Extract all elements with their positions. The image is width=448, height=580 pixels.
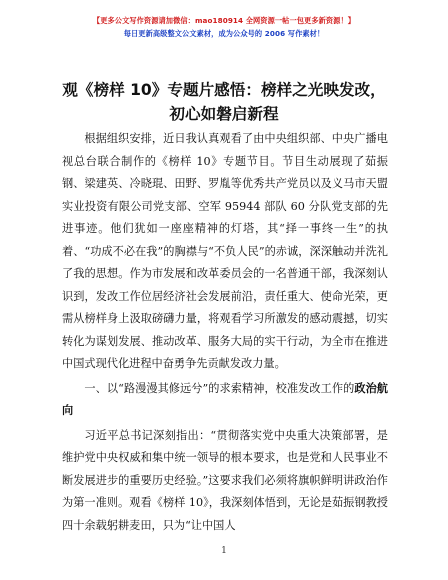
intro-paragraph: 根据组织安排，近日我认真观看了由中央组织部、中央广播电视总台联合制作的《榜样 10》专题节目。节目生动展现了茹振钢、梁建英、冷晓琨、田野、罗胤等优秀共产党员以及义马市天盟实业投资有限公司党支部、空军 95944 部队 60 分队党支部的先进事迹。他们犹如一座座精神的灯塔，其“择一事终一生”的执着、“功成不必在我”的胸襟与“不负人民”的赤诚，深深触动并洗礼了我的思想。作为市发展和改革委员会的一名普通干部，我深刻认识到，发改工作位居经济社会发展前沿，责任重大、使命光荣，更需从榜样身上汲取磅礴力量，将观看学习所激发的感动震撼，切实转化为谋划发展、推动改革、服务大局的实干行动，为全市在推进中国式现代化进程中奋勇争先贡献发改力量。: [62, 132, 388, 370]
promo-banner: [0, 14, 448, 40]
title-line-2: 初心如磐启新程: [169, 105, 279, 123]
title-line-1: 观《榜样 10》专题片感悟：榜样之光映发改，: [62, 81, 386, 99]
section-heading-1-bold: 政治航向: [62, 381, 388, 417]
section-heading-1: [62, 378, 388, 423]
document-title: [40, 78, 408, 126]
page-number: 1: [221, 546, 227, 556]
promo-banner-line-2: 每日更新高级整文公文素材，成为公众号的 2006 写作素材！: [123, 29, 325, 38]
body-paragraph: 习近平总书记深刻指出：“贯彻落实党中央重大决策部署，是维护党中央权威和集中统一领导的根本要求，也是党和人民事业不断发展进步的重要历史经验。”这要求我们必须将旗帜鲜明讲政治作为第一准则。观看《榜样 10》，我深刻体悟到，无论是茹振钢教授四十余载躬耕麦田，只为“让中国人: [62, 428, 388, 532]
promo-banner-line-1: 【更多公文写作资源请加微信：mao180914 全网资源一帖一包更多新资源！】: [92, 16, 356, 25]
section-heading-1-text: 一、以“路漫漫其修远兮”的求索精神，校准发改工作的: [84, 381, 355, 395]
document-body: [62, 128, 388, 537]
